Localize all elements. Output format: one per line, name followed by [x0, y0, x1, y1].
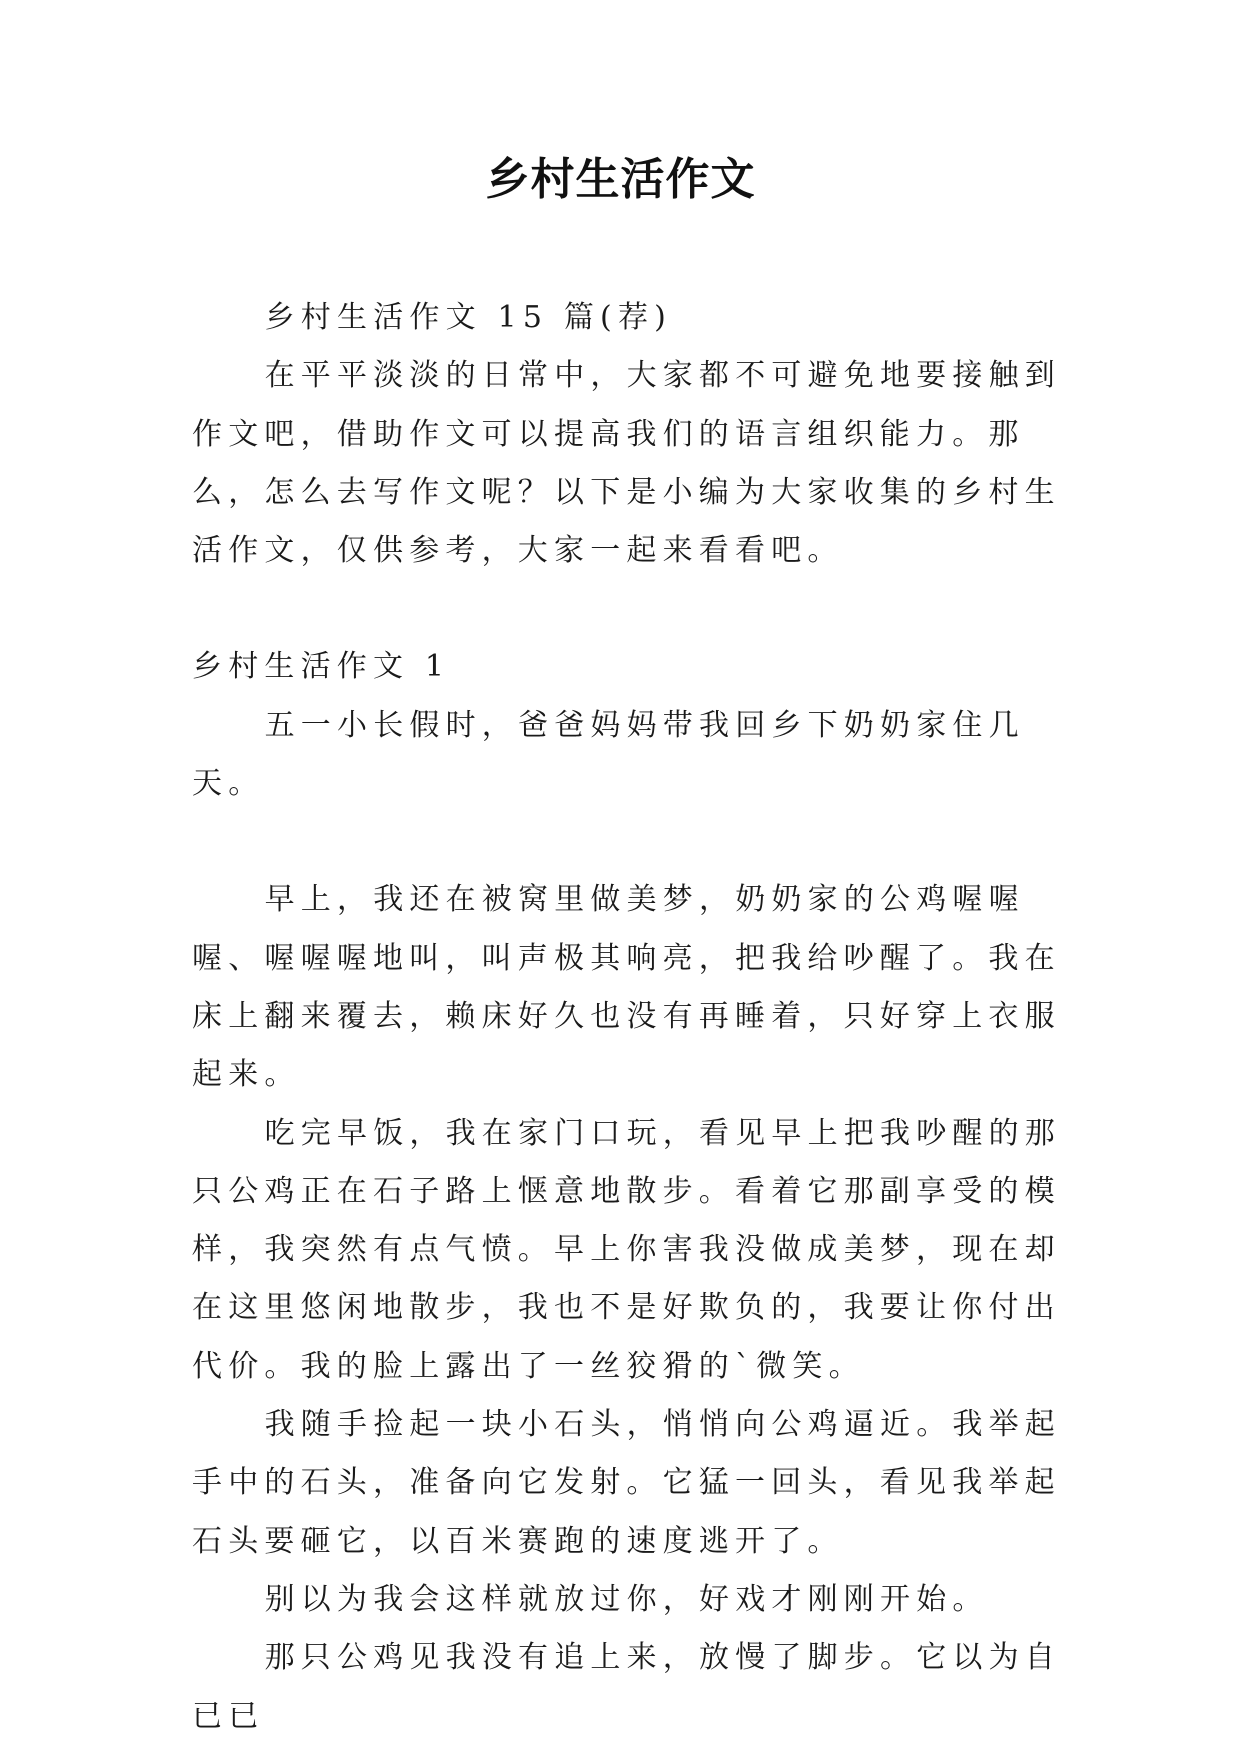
story-paragraph: 别以为我会这样就放过你，好戏才刚刚开始。	[264, 1581, 989, 1617]
section-gap	[192, 580, 1062, 638]
document-subtitle: 乡村生活作文 15 篇(荐)	[264, 300, 673, 335]
document-title: 乡村生活作文	[485, 154, 756, 205]
story-paragraph: 我随手捡起一块小石头，悄悄向公鸡逼近。我举起手中的石头，准备向它发射。它猛一回头，看见我举起石头要砸它，以百米赛跑的速度逃开了。	[192, 1407, 1061, 1559]
story-paragraph: 那只公鸡见我没有追上来，放慢了脚步。它以为自已已	[192, 1640, 1061, 1734]
document-body	[192, 289, 1062, 1746]
story-paragraph: 早上，我还在被窝里做美梦，奶奶家的公鸡喔喔喔、喔喔喔地叫，叫声极其响亮，把我给吵醒了。我在床上翻来覆去，赖床好久也没有再睡着，只好穿上衣服起来。	[192, 882, 1061, 1093]
section-heading: 乡村生活作文 1	[192, 649, 451, 685]
story-paragraph: 五一小长假时，爸爸妈妈带我回乡下奶奶家住几天。	[192, 707, 1025, 802]
intro-paragraph: 在平平淡淡的日常中，大家都不可避免地要接触到作文吧，借助作文可以提高我们的语言组织能力。那么，怎么去写作文呢？以下是小编为大家收集的乡村生活作文，仅供参考，大家一起来看看吧。	[192, 358, 1061, 569]
story-paragraph: 吃完早饭，我在家门口玩，看见早上把我吵醒的那只公鸡正在石子路上惬意地散步。看着它那副享受的模样，我突然有点气愤。早上你害我没做成美梦，现在却在这里悠闲地散步，我也不是好欺负的，我要让你付出代价。我的脸上露出了一丝狡猾的`微笑。	[192, 1115, 1061, 1384]
paragraph-gap	[192, 813, 1062, 871]
